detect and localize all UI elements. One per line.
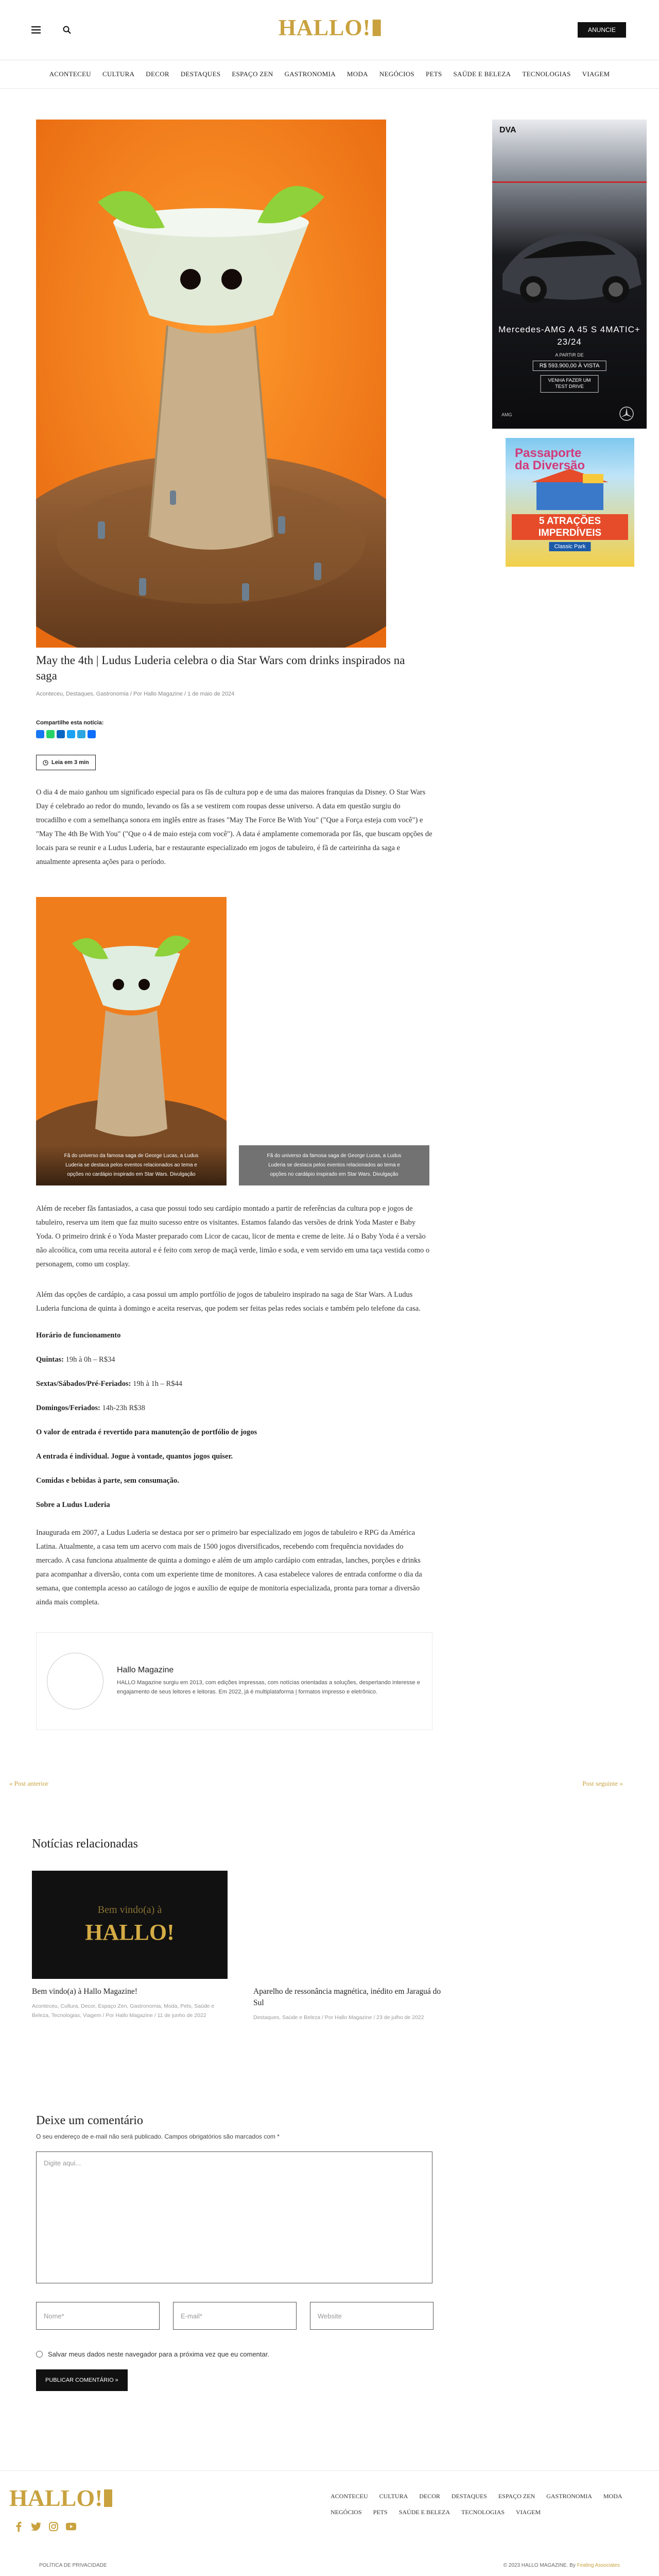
whatsapp-icon[interactable] — [46, 730, 55, 738]
copyright — [504, 2563, 620, 2568]
nav-item-viagem[interactable]: VIAGEM — [582, 70, 610, 78]
website-input[interactable] — [310, 2302, 433, 2330]
article-meta: Aconteceu, Destaques, Gastronomia / Por Hallo Magazine / 1 de maio de 2024 — [36, 691, 235, 697]
share-icon[interactable] — [88, 730, 96, 738]
hours-thursday-label: Quintas: — [36, 1355, 64, 1364]
author-box — [36, 1632, 432, 1730]
sidebar — [492, 120, 647, 1730]
youtube-icon[interactable] — [66, 2521, 76, 2532]
twitter-icon[interactable] — [31, 2521, 41, 2532]
comment-title: Deixe um comentário — [36, 2114, 143, 2127]
related-title: Notícias relacionadas — [32, 1837, 138, 1851]
ad2-highlight: 5 ATRAÇÕES IMPERDÍVEIS — [512, 514, 628, 540]
gallery-caption-1: Fã do universo da famosa saga de George Lucas, a Ludus Luderia se destaca pelos eventos relacionados ao tema e opções no cardápio inspirado em Star Wars. Divulgação — [36, 1145, 227, 1185]
share-label: Compartilhe esta notícia: — [36, 720, 104, 726]
read-time-badge — [36, 755, 96, 770]
footer-logo[interactable]: HALLO! — [9, 2485, 112, 2511]
save-data-option[interactable] — [36, 2350, 659, 2358]
footer-link-cultura[interactable]: CULTURA — [379, 2493, 408, 2500]
prev-post-link[interactable]: « Post anterior — [9, 1780, 48, 1787]
gallery-caption-2: Fã do universo da famosa saga de George Lucas, a Ludus Luderia se destaca pelos eventos relacionados ao tema e opções no cardápio inspirado em Star Wars. Divulgação — [239, 1145, 429, 1185]
submit-comment-button[interactable]: PUBLICAR COMENTÁRIO » — [36, 2369, 128, 2391]
related-thumb-2 — [253, 1871, 449, 1979]
main-nav — [0, 60, 659, 89]
author-name[interactable]: Hallo Magazine — [117, 1666, 174, 1674]
passaporte-ad-banner[interactable] — [506, 438, 634, 567]
next-post-link[interactable]: Post seguinte » — [582, 1780, 623, 1787]
anuncie-button[interactable]: ANUNCIE — [578, 22, 626, 38]
ad-car-title: Mercedes-AMG A 45 S 4MATIC+ 23/24 — [498, 325, 640, 347]
comment-form — [0, 2114, 659, 2391]
ad-amg-label: AMG — [501, 412, 512, 417]
related-card-2[interactable] — [253, 1871, 449, 2022]
post-navigation — [0, 1780, 659, 1788]
site-footer — [0, 2470, 659, 2576]
image-gallery — [36, 897, 432, 1185]
note-3: Comidas e bebidas à parte, sem consumação. — [36, 1477, 179, 1485]
related-card-1-title[interactable]: Bem vindo(a) à Hallo Magazine! — [32, 1987, 137, 1996]
ad-price-prefix: A PARTIR DE — [555, 352, 584, 358]
ad2-title: Passaporte da Diversão — [515, 446, 585, 472]
clock-icon — [43, 760, 48, 766]
hours-title: Horário de funcionamento — [36, 1331, 121, 1340]
related-thumb-1[interactable] — [32, 1871, 228, 1979]
mercedes-star-icon — [619, 406, 634, 421]
about-paragraph: Inaugurada em 2007, a Ludus Luderia se destaca por ser o primeiro bar especializado em jogos de tabuleiro e RPG da América Latina. Atualmente, a casa tem um acervo com mais de 1500 jogos diversificados, recebendo com frequência novidades do mercado. A casa funciona atualmente de quinta a domingo e além de um amplo cardápio com entradas, lanches, porções e drinks para acompanhar a diversão, conta com um experiente time de monitores. A casa estabelece valores de entrada conforme o dia da semana, que contempla acesso ao catálogo de jogos e auxílio de equipe de monitoria especializada, pronta para tornar a diversão ainda mais completa. — [36, 1529, 422, 1606]
comment-note: O seu endereço de e-mail não será publicado. Campos obrigatórios são marcados com * — [36, 2133, 280, 2140]
mercedes-ad-banner[interactable] — [492, 120, 647, 429]
email-input[interactable] — [173, 2302, 297, 2330]
note-1: O valor de entrada é revertido para manutenção de portfólio de jogos — [36, 1428, 257, 1436]
footer-link-negocios[interactable]: NEGÓCIOS — [331, 2509, 362, 2516]
nav-item-cultura[interactable]: CULTURA — [102, 70, 135, 78]
footer-nav — [331, 2493, 629, 2516]
nav-item-espaco-zen[interactable]: ESPAÇO ZEN — [232, 70, 273, 78]
hours-thursday — [36, 1355, 432, 1364]
thumb-welcome: Bem vindo(a) à — [97, 1904, 162, 1916]
nav-item-destaques[interactable]: DESTAQUES — [180, 70, 221, 78]
ad-test-drive-button[interactable]: VENHA FAZER UM TEST DRIVE — [541, 375, 599, 393]
related-card-2-title[interactable]: Aparelho de ressonância magnética, inédito em Jaraguá do Sul — [253, 1987, 441, 2007]
site-logo[interactable]: HALLO! — [279, 15, 381, 40]
hours-weekend-label: Sextas/Sábados/Pré-Feriados: — [36, 1380, 131, 1388]
telegram-icon[interactable] — [77, 730, 85, 738]
read-time-label: Leia em 3 min — [51, 759, 89, 766]
nav-item-aconteceu[interactable]: ACONTECEU — [49, 70, 91, 78]
related-posts — [32, 1871, 659, 2022]
related-card-2-meta: Destaques, Saúde e Beleza / Por Hallo Magazine / 23 de julho de 2022 — [253, 2014, 424, 2021]
facebook-icon[interactable] — [13, 2521, 24, 2532]
twitter-icon[interactable] — [67, 730, 75, 738]
footer-link-saude-beleza[interactable]: SAÚDE E BELEZA — [398, 2509, 450, 2516]
footer-link-aconteceu[interactable]: ACONTECEU — [331, 2493, 368, 2500]
footer-link-tecnologias[interactable]: TECNOLOGIAS — [461, 2509, 505, 2516]
about-title: Sobre a Ludus Luderia — [36, 1501, 110, 1509]
author-avatar[interactable] — [47, 1653, 103, 1709]
nav-item-pets[interactable]: PETS — [425, 70, 442, 78]
hours-sunday — [36, 1404, 432, 1413]
search-icon[interactable] — [61, 24, 73, 36]
instagram-icon[interactable] — [48, 2521, 59, 2532]
article-intro: O dia 4 de maio ganhou um significado especial para os fãs de cultura pop e de uma das maiores franquias da Disney. O Star Wars Day é celebrado ao redor do mundo, levando os fãs a se vestirem com roupas desse universo. A data em questão surgiu do trocadilho e com a semelhança sonora em inglês entre as frases "May The Force Be With You" ("Que a Força esteja com você") e "May The 4th Be With You" ("Que o 4 de maio esteja com você"). A data é amplamente comemorada por fãs, que buscam opções de locais para se reunir e a Ludus Luderia, bar e restaurante especializado em jogos de tabuleiro, é fã de carteirinha da saga e anualmente apresenta ações para o período. — [36, 788, 432, 866]
comment-textarea[interactable] — [36, 2151, 432, 2283]
gallery-image-2[interactable] — [239, 897, 429, 1185]
related-card-1[interactable] — [32, 1871, 228, 2022]
share-buttons — [36, 730, 432, 738]
author-bio: HALLO Magazine surgiu em 2013, com edições impressas, com notícias orientadas a soluções, despertando interesse e engajamento de seus leitores e leitoras. Em 2022, já é multiplataforma | formatos impresso e eletrônico. — [117, 1680, 420, 1695]
footer-link-viagem[interactable]: VIAGEM — [516, 2509, 541, 2516]
article-title: May the 4th | Ludus Luderia celebra o dia Star Wars com drinks inspirados na saga — [36, 654, 405, 682]
nav-item-moda[interactable]: MODA — [346, 70, 368, 78]
hours-sunday-label: Domingos/Feriados: — [36, 1404, 100, 1412]
ad2-brand: Classic Park — [549, 542, 591, 551]
article-paragraph-3: Além das opções de cardápio, a casa possui um amplo portfólio de jogos de tabuleiro inspirado na saga de Star Wars. A Ludus Luderia funciona de quinta à domingo e aceita reservas, que podem ser feitas pelas redes sociais e também pelo telefone da casa. — [36, 1291, 421, 1313]
article — [36, 120, 432, 1730]
footer-link-destaques[interactable]: DESTAQUES — [451, 2493, 487, 2500]
footer-link-pets[interactable]: PETS — [373, 2509, 388, 2516]
footer-logo-tag — [104, 2489, 112, 2507]
related-card-1-meta: Aconteceu, Cultura, Decor, Espaço Zen, Gastronomia, Moda, Pets, Saúde e Beleza, Tecnologias, Viagem / Por Hallo Magazine / 11 de junho de 2022 — [32, 2003, 215, 2019]
thumb-logo: HALLO! — [85, 1920, 175, 1945]
footer-social — [13, 2521, 76, 2532]
menu-icon[interactable] — [30, 24, 42, 36]
nav-item-tecnologias[interactable]: TECNOLOGIAS — [522, 70, 571, 78]
hours-sunday-value: 14h-23h R$38 — [100, 1404, 145, 1412]
linkedin-icon[interactable] — [57, 730, 65, 738]
footer-link-decor[interactable]: DECOR — [419, 2493, 440, 2500]
hero-image — [36, 120, 386, 648]
copyright-text: © 2023 HALLO MAGAZINE. By — [503, 2563, 576, 2568]
facebook-icon[interactable] — [36, 730, 44, 738]
hours-thursday-value: 19h à 0h – R$34 — [64, 1355, 115, 1364]
logo-tag — [372, 20, 380, 36]
nav-item-decor[interactable]: DECOR — [146, 70, 169, 78]
ad-brand-label: DVA — [499, 126, 516, 134]
nav-item-gastronomia[interactable]: GASTRONOMIA — [284, 70, 336, 78]
hours-weekend-value: 19h à 1h – R$44 — [131, 1380, 182, 1388]
nav-item-negocios[interactable]: NEGÓCIOS — [379, 70, 414, 78]
note-2: A entrada é individual. Jogue à vontade, quantos jogos quiser. — [36, 1452, 233, 1461]
footer-link-moda[interactable]: MODA — [603, 2493, 622, 2500]
gallery-image-1[interactable] — [36, 897, 227, 1185]
ad-price: R$ 593.900,00 À VISTA — [533, 361, 606, 371]
credit-link[interactable]: Fealing Associates — [577, 2563, 620, 2568]
name-input[interactable] — [36, 2302, 160, 2330]
footer-link-espaco-zen[interactable]: ESPAÇO ZEN — [498, 2493, 535, 2500]
footer-link-gastronomia[interactable]: GASTRONOMIA — [546, 2493, 592, 2500]
save-data-label: Salvar meus dados neste navegador para a próxima vez que eu comentar. — [48, 2350, 269, 2358]
save-data-checkbox[interactable] — [36, 2351, 43, 2358]
hours-weekend — [36, 1380, 432, 1388]
privacy-policy-link[interactable]: POLÍTICA DE PRIVACIDADE — [39, 2563, 107, 2568]
site-header — [0, 0, 659, 89]
article-paragraph-2: Além de receber fãs fantasiados, a casa que possui todo seu cardápio montado a partir de referências da cultura pop e jogos de tabuleiro, reserva um item que faz muito sucesso entre os visitantes. Estamos falando das versões de drink Yoda Master e Baby Yoda. O primeiro drink é o Yoda Master preparado com Licor de cacau, licor de menta e creme de leite. Já o Baby Yoda é a versão não alcoólica, com uma receita autoral e é feito com xerop de maçã verde, limão e soda, e vem servido em uma taça vestida como o personagem, como um cosplay. — [36, 1205, 430, 1268]
nav-item-saude-beleza[interactable]: SAÚDE E BELEZA — [453, 70, 511, 78]
